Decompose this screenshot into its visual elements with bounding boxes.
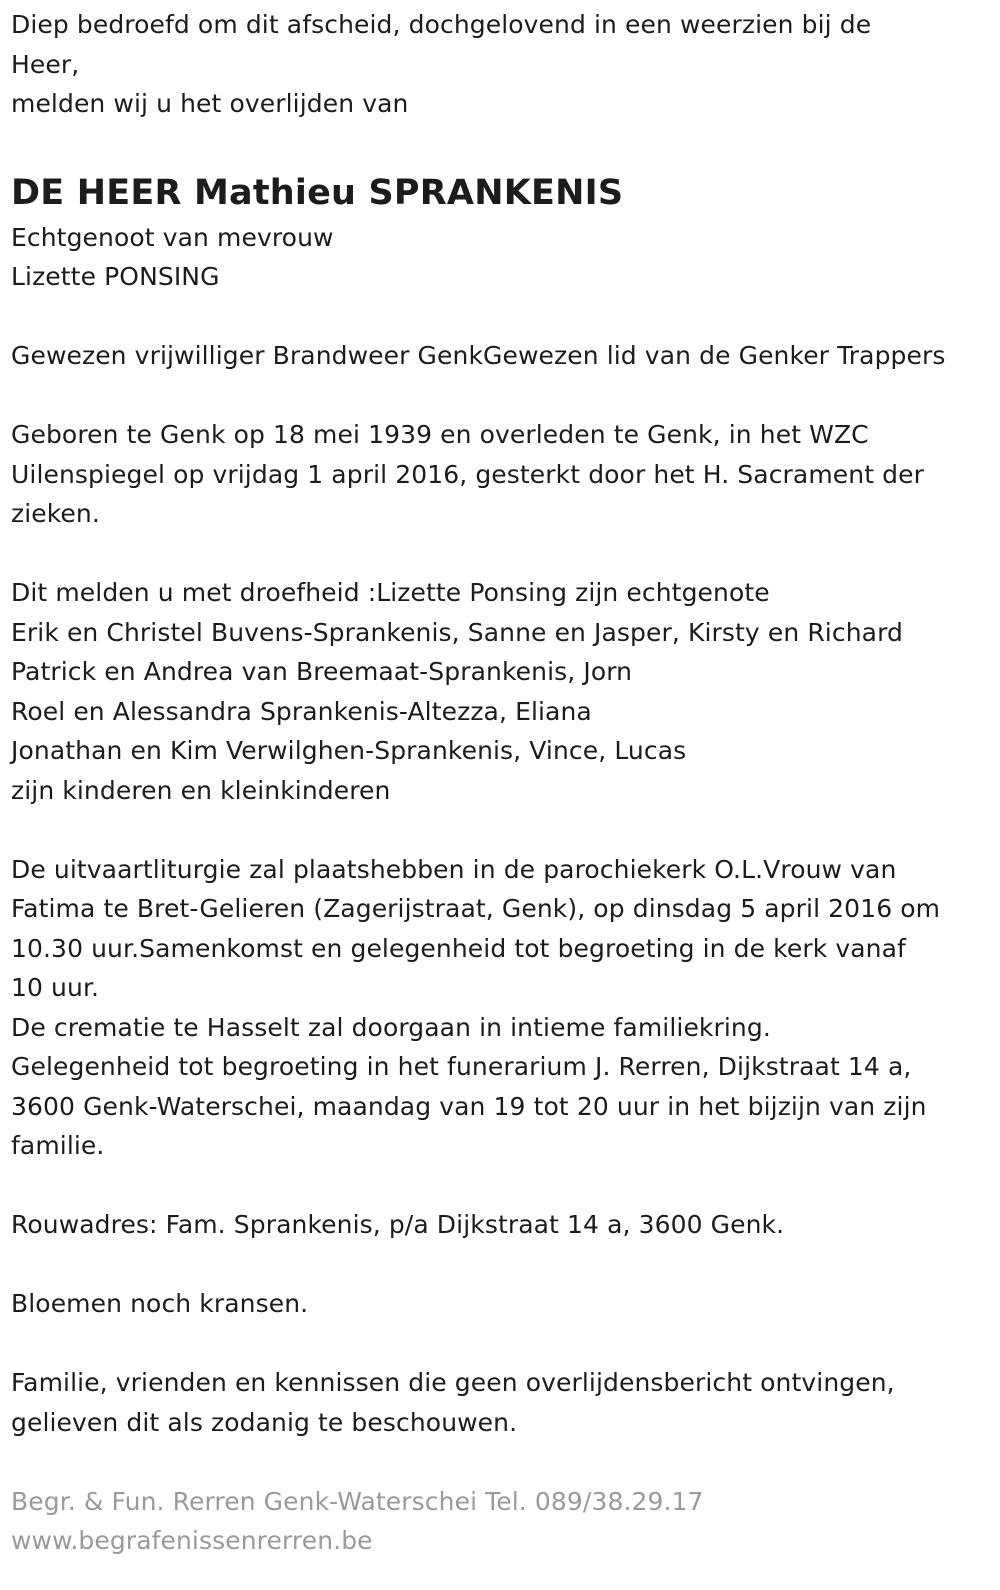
funeral-home-contact: Begr. & Fun. Rerren Genk-Waterschei Tel. 089/38.29.17 xyxy=(11,1486,704,1516)
ceremony-line: 10 uur. xyxy=(11,973,100,1002)
closing-line: Familie, vrienden en kennissen die geen overlijdensbericht ontvingen, xyxy=(11,1368,895,1397)
closing-section xyxy=(11,1363,986,1442)
intro-line: melden wij u het overlijden van xyxy=(11,89,409,118)
family-line: zijn kinderen en kleinkinderen xyxy=(11,775,391,805)
birth-death-line: Geboren te Genk op 18 mei 1939 en overleden te Genk, in het WZC xyxy=(11,420,869,449)
birth-death-section xyxy=(11,415,986,534)
intro-line: Diep bedroefd om dit afscheid, dochgelovend in een weerzien bij de xyxy=(11,10,872,39)
ceremony-line: Fatima te Bret-Gelieren (Zagerijstraat, Genk), op dinsdag 5 april 2016 om xyxy=(11,894,941,923)
ceremony-line: 3600 Genk-Waterschei, maandag van 19 tot 20 uur in het bijzijn van zijn xyxy=(11,1091,927,1121)
ceremony-line: De crematie te Hasselt zal doorgaan in intieme familiekring. xyxy=(11,1012,771,1042)
birth-death-line: zieken. xyxy=(11,499,100,528)
mourning-address: Rouwadres: Fam. Sprankenis, p/a Dijkstraat 14 a, 3600 Genk. xyxy=(11,1210,785,1239)
death-notice xyxy=(11,0,986,1561)
spacer xyxy=(11,1442,986,1482)
spacer xyxy=(11,534,986,574)
family-line: Patrick en Andrea van Breemaat-Sprankenis, Jorn xyxy=(11,657,633,686)
intro-section xyxy=(11,5,986,124)
family-line: Erik en Christel Buvens-Sprankenis, Sanne en Jasper, Kirsty en Richard xyxy=(11,617,903,647)
spouse-line: Lizette PONSING xyxy=(11,262,220,291)
intro-line: Heer, xyxy=(11,49,80,79)
spacer xyxy=(11,1245,986,1285)
funeral-home-website: www.begrafenissenrerren.be xyxy=(11,1526,373,1555)
ceremony-line: De uitvaartliturgie zal plaatshebben in de parochiekerk O.L.Vrouw van xyxy=(11,854,897,884)
deceased-name: DE HEER Mathieu SPRANKENIS xyxy=(11,172,624,213)
affiliations: Gewezen vrijwilliger Brandweer GenkGewezen lid van de Genker Trappers xyxy=(11,341,946,370)
spacer xyxy=(11,1166,986,1206)
birth-death-line: Uilenspiegel op vrijdag 1 april 2016, gesterkt door het H. Sacrament der xyxy=(11,459,924,489)
spouse-section xyxy=(11,218,986,297)
flowers-note: Bloemen noch kransen. xyxy=(11,1289,309,1318)
spacer xyxy=(11,297,986,337)
ceremony-line: familie. xyxy=(11,1131,105,1160)
spacer xyxy=(11,376,986,416)
family-line: Jonathan en Kim Verwilghen-Sprankenis, Vince, Lucas xyxy=(11,736,687,765)
closing-line: gelieven dit als zodanig te beschouwen. xyxy=(11,1407,518,1437)
footer xyxy=(11,1482,986,1561)
ceremony-section xyxy=(11,850,986,1166)
family-line: Dit melden u met droefheid :Lizette Ponsing zijn echtgenote xyxy=(11,578,770,607)
spacer xyxy=(11,810,986,850)
spacer xyxy=(11,1324,986,1364)
family-line: Roel en Alessandra Sprankenis-Altezza, Eliana xyxy=(11,696,592,726)
ceremony-line: Gelegenheid tot begroeting in het funerarium J. Rerren, Dijkstraat 14 a, xyxy=(11,1052,912,1081)
spouse-line: Echtgenoot van mevrouw xyxy=(11,222,334,252)
family-section xyxy=(11,573,986,810)
ceremony-line: 10.30 uur.Samenkomst en gelegenheid tot begroeting in de kerk vanaf xyxy=(11,933,906,963)
